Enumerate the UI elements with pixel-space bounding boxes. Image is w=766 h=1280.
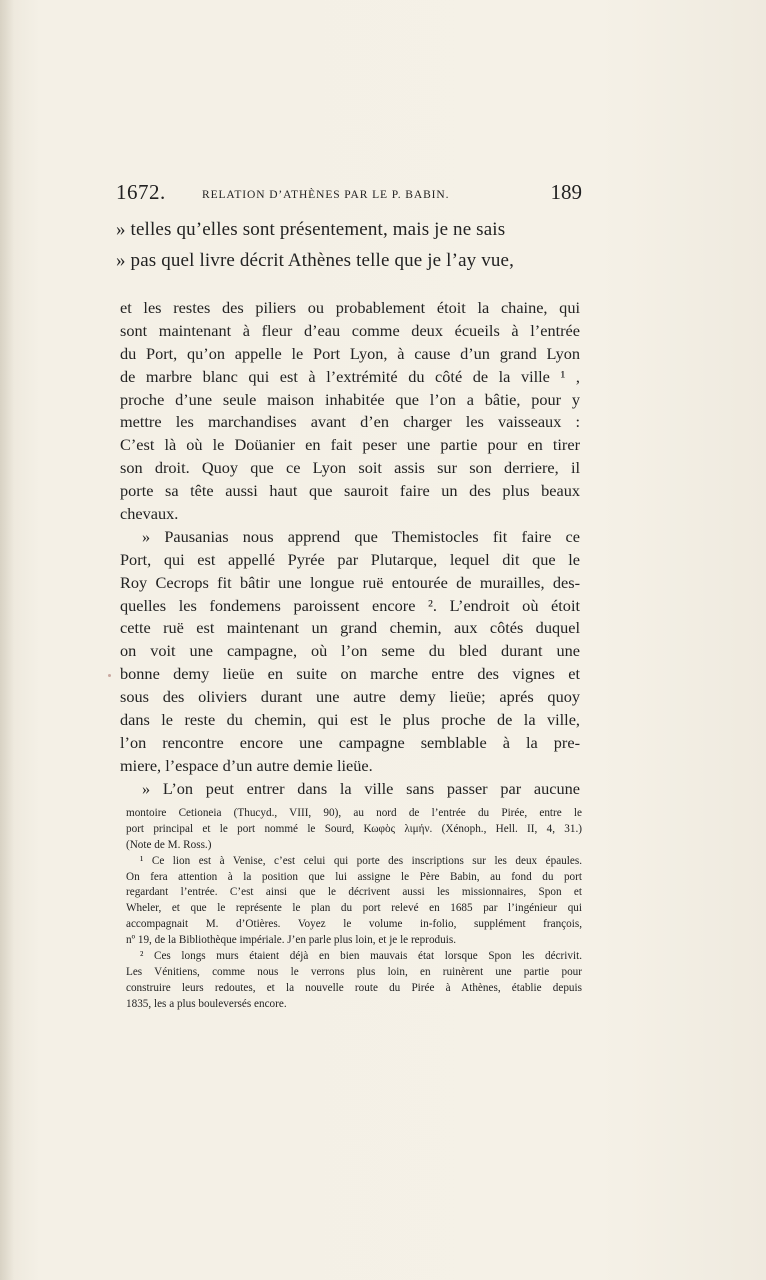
binding-shadow	[0, 0, 14, 1280]
body-line: dans le reste du chemin, qui est le plus proche de la ville,	[120, 710, 580, 730]
body-line: et les restes des piliers ou probablement étoit la chaine, qui	[120, 298, 580, 317]
header-year: 1672.	[116, 180, 166, 204]
footnote-line: On fera attention à la position que lui assigne le Père Babin, au fond du port	[126, 870, 582, 883]
footnote-line: 1835, les a plus bouleversés encore.	[126, 997, 287, 1010]
body-line: sous des oliviers durant une autre demy lieüe; aprés quoy	[120, 687, 580, 707]
body-line: proche d’une seule maison inhabitée que l’on a bâtie, pour y	[120, 389, 580, 409]
paper-speck	[108, 674, 111, 677]
body-line: sont maintenant à fleur d’eau comme deux écueils à l’entrée	[120, 320, 580, 340]
footnote-line: nº 19, de la Bibliothèque impériale. J’en parle plus loin, et je le reproduis.	[126, 934, 456, 947]
page-number: 189	[550, 180, 582, 204]
body-line: l’on rencontre encore une campagne semblable à la pre-	[120, 732, 580, 752]
body-line: cette ruë est maintenant un grand chemin, aux côtés duquel	[120, 618, 580, 638]
quote-line: » telles qu’elles sont présentement, mais je ne sais	[116, 219, 506, 240]
footnote-line: port principal et le port nommé le Sourd, Κωφὸς λιμήν. (Xénoph., Hell. II, 4, 31.)	[126, 822, 582, 835]
footnote-line: accompagnait M. d’Otières. Voyez le volume in-folio, supplément françois,	[126, 918, 582, 931]
body-line: Port, qui est appellé Pyrée par Plutarque, lequel dit que le	[120, 549, 580, 569]
body-text	[120, 297, 580, 801]
footnote-line: ² Ces longs murs étaient déjà en bien mauvais état lorsque Spon les décrivit.	[140, 950, 582, 963]
footnote-line: Les Vénitiens, comme nous le verrons plus loin, en ruinèrent une partie pour	[126, 965, 582, 978]
body-line: de marbre blanc qui est à l’extrémité du côté de la ville ¹ ,	[120, 366, 580, 386]
footnote-line: ¹ Ce lion est à Venise, c’est celui qui porte des inscriptions sur les deux épaules.	[140, 854, 582, 867]
body-line: Roy Cecrops fit bâtir une longue ruë entourée de murailles, des-	[120, 572, 580, 592]
footnote-line: construire leurs redoutes, et la nouvelle route du Pirée à Athènes, établie depuis	[126, 981, 582, 994]
body-line: quelles les fondemens paroissent encore ². L’endroit où étoit	[120, 595, 580, 615]
body-line: porte sa tête aussi haut que sauroit faire un des plus beaux	[120, 481, 580, 501]
running-header	[116, 180, 582, 210]
body-line: miere, l’espace d’un autre demie lieüe.	[120, 755, 373, 775]
running-title: RELATION D’ATHÈNES PAR LE P. BABIN.	[202, 189, 450, 201]
body-line: son droit. Quoy que ce Lyon soit assis sur son derriere, il	[120, 458, 580, 478]
body-line: » L’on peut entrer dans la ville sans passer par aucune	[142, 778, 580, 798]
quote-line: » pas quel livre décrit Athènes telle que je l’ay vue,	[116, 250, 514, 271]
footnote-line: regardant l’entrée. C’est ainsi que le décrivent aussi les missionnaires, Spon et	[126, 886, 582, 899]
body-line: » Pausanias nous apprend que Themistocles fit faire ce	[142, 526, 580, 546]
body-line: du Port, qu’on appelle le Port Lyon, à cause d’un grand Lyon	[120, 343, 580, 363]
footnotes	[126, 806, 582, 1013]
body-line: bonne demy lieüe en suite on marche entre des vignes et	[120, 664, 580, 684]
body-line: chevaux.	[120, 504, 179, 524]
body-line: C’est là où le Doüanier en fait peser une partie pour en tirer	[120, 435, 580, 455]
footnote-line: montoire Cetioneia (Thucyd., VIII, 90), au nord de l’entrée du Pirée, entre le	[126, 807, 582, 819]
body-line: on voit une campagne, où l’on seme du bled durant une	[120, 641, 580, 661]
footnote-line: Wheler, et que le représente le plan du port relevé en 1685 par l’ingénieur qui	[126, 902, 582, 915]
footnote-line: (Note de M. Ross.)	[126, 838, 212, 851]
body-line: mettre les marchandises avant d’en charger les vaisseaux :	[120, 412, 580, 432]
